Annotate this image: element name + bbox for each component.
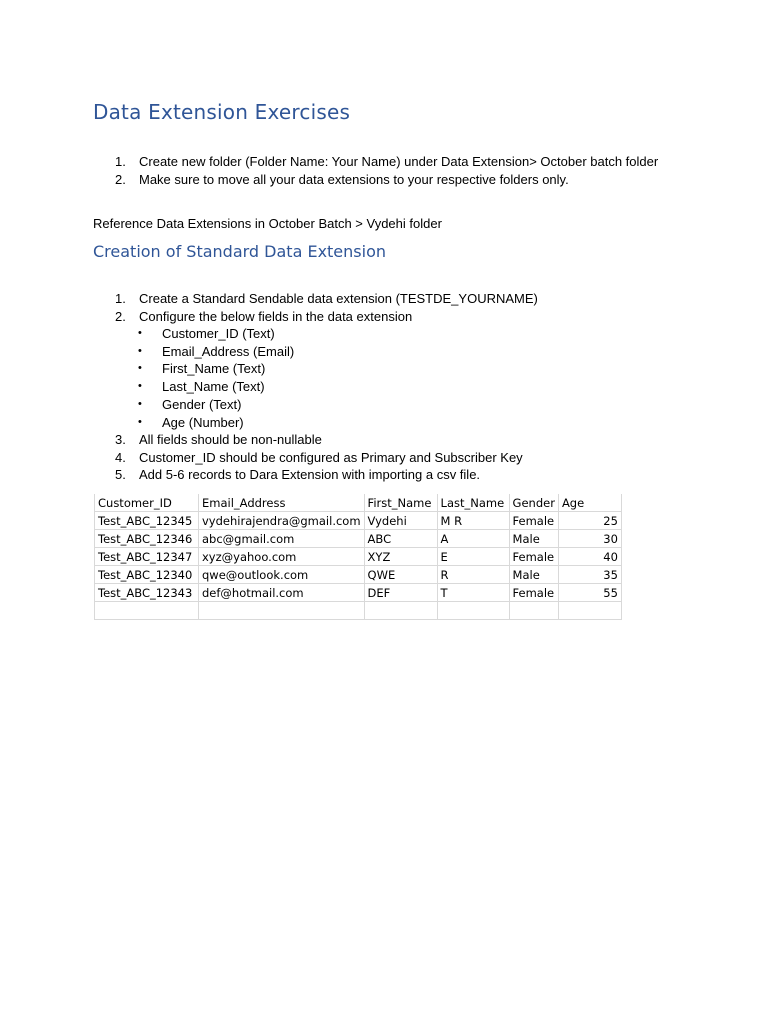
table-cell: xyz@yahoo.com <box>199 548 365 566</box>
field-item-text: Gender (Text) <box>162 396 242 412</box>
table-cell: qwe@outlook.com <box>199 566 365 584</box>
table-row <box>95 566 622 584</box>
table-cell: 30 <box>558 530 621 548</box>
list-item-text: Add 5-6 records to Dara Extension with importing a csv file. <box>139 467 481 483</box>
column-header: Email_Address <box>199 494 365 512</box>
table-cell: 40 <box>558 548 621 566</box>
field-item-text: Last_Name (Text) <box>162 379 265 395</box>
list-item <box>93 153 658 171</box>
table-cell: abc@gmail.com <box>199 530 365 548</box>
sample-records-table <box>94 494 622 620</box>
table-cell: Test_ABC_12340 <box>95 566 199 584</box>
list-item-text: All fields should be non-nullable <box>139 432 322 447</box>
table-cell <box>364 602 437 620</box>
table-cell: E <box>437 548 509 566</box>
column-header: First_Name <box>364 494 437 512</box>
field-item <box>93 325 294 343</box>
bullet-icon: • <box>138 362 142 375</box>
table-cell <box>199 602 365 620</box>
list-item <box>93 431 523 449</box>
bullet-icon: • <box>138 415 142 428</box>
table-cell: Female <box>509 548 558 566</box>
steps-list <box>93 290 538 325</box>
table-row <box>95 530 622 548</box>
field-item-text: Email_Address (Email) <box>162 343 295 359</box>
list-item-text: Make sure to move all your data extensions to your respective folders only. <box>139 171 569 187</box>
table-row <box>95 548 622 566</box>
table-row <box>95 512 622 530</box>
table-cell: XYZ <box>364 548 437 566</box>
table-cell <box>437 602 509 620</box>
list-item-text: Customer_ID should be configured as Primary and Subscriber Key <box>139 449 523 465</box>
field-item-text: Customer_ID (Text) <box>162 326 275 341</box>
table-cell <box>558 602 621 620</box>
list-item-text: Create a Standard Sendable data extension (TESTDE_YOURNAME) <box>139 291 538 306</box>
field-item-text: Age (Number) <box>162 414 244 430</box>
table-cell: Test_ABC_12345 <box>95 512 199 530</box>
table-cell: Test_ABC_12346 <box>95 530 199 548</box>
bullet-icon: • <box>138 397 142 410</box>
column-header: Last_Name <box>437 494 509 512</box>
section-title: Creation of Standard Data Extension <box>93 242 386 261</box>
steps-list-continued <box>93 431 523 484</box>
table-cell: QWE <box>364 566 437 584</box>
field-item <box>93 378 294 396</box>
reference-note: Reference Data Extensions in October Batch > Vydehi folder <box>93 216 442 231</box>
field-item <box>93 396 294 414</box>
field-item <box>93 343 294 361</box>
column-header: Customer_ID <box>95 494 199 512</box>
table-cell <box>95 602 199 620</box>
table-cell: 25 <box>558 512 621 530</box>
list-item-text: Create new folder (Folder Name: Your Name) under Data Extension> October batch folder <box>139 154 659 169</box>
table-header-row <box>95 494 622 512</box>
table-cell: M R <box>437 512 509 530</box>
table-cell: A <box>437 530 509 548</box>
page-title: Data Extension Exercises <box>93 100 351 124</box>
list-number: 1. <box>115 154 126 169</box>
fields-list <box>93 325 294 431</box>
list-number: 5. <box>115 467 126 483</box>
list-item <box>93 290 538 308</box>
table-cell: vydehirajendra@gmail.com <box>199 512 365 530</box>
list-number: 1. <box>115 291 126 306</box>
table-cell: Male <box>509 566 558 584</box>
list-item <box>93 466 523 484</box>
table-cell: Female <box>509 584 558 602</box>
table-cell: 35 <box>558 566 621 584</box>
table-cell: ABC <box>364 530 437 548</box>
table-cell <box>509 602 558 620</box>
bullet-icon: • <box>138 327 142 339</box>
field-item <box>93 360 294 378</box>
table-cell: 55 <box>558 584 621 602</box>
list-number: 4. <box>115 449 126 465</box>
list-item <box>93 171 658 189</box>
table-cell: Test_ABC_12347 <box>95 548 199 566</box>
list-item-text: Configure the below fields in the data extension <box>139 308 413 324</box>
list-number: 2. <box>115 308 126 324</box>
list-item <box>93 449 523 467</box>
table-cell: Test_ABC_12343 <box>95 584 199 602</box>
table-cell: Vydehi <box>364 512 437 530</box>
table-cell: DEF <box>364 584 437 602</box>
field-item <box>93 414 294 432</box>
column-header: Age <box>558 494 621 512</box>
table-cell: R <box>437 566 509 584</box>
list-item <box>93 308 538 326</box>
list-number: 3. <box>115 432 126 447</box>
table-row <box>95 584 622 602</box>
table-cell: T <box>437 584 509 602</box>
list-number: 2. <box>115 171 126 187</box>
field-item-text: First_Name (Text) <box>162 361 266 377</box>
table-row <box>95 602 622 620</box>
column-header: Gender <box>509 494 558 512</box>
table-cell: def@hotmail.com <box>199 584 365 602</box>
bullet-icon: • <box>138 380 142 393</box>
table-cell: Male <box>509 530 558 548</box>
intro-list <box>93 153 658 188</box>
table-cell: Female <box>509 512 558 530</box>
bullet-icon: • <box>138 344 142 357</box>
